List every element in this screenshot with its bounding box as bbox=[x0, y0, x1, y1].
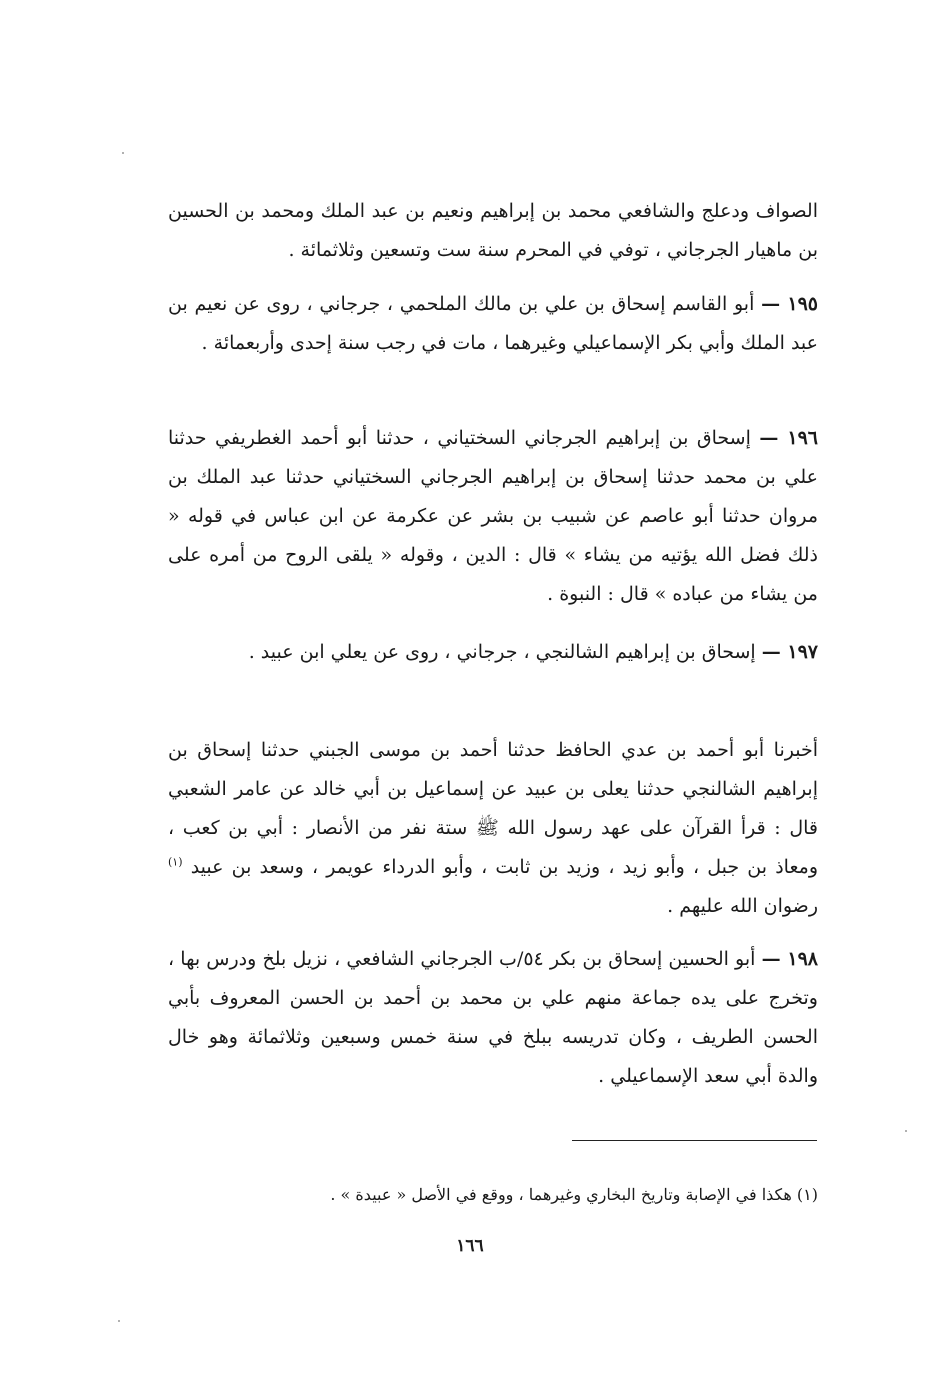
scan-speck bbox=[905, 1130, 907, 1132]
footnote-divider bbox=[572, 1140, 817, 1141]
paragraph-entry-197 bbox=[168, 633, 818, 672]
paragraph-text-end: رضوان الله عليهم . bbox=[667, 895, 818, 917]
page-number: ١٦٦ bbox=[456, 1236, 484, 1256]
entry-number: ١٩٥ — bbox=[761, 293, 818, 315]
paragraph-text: أبو الحسين إسحاق بن بكر ٥٤/ب الجرجاني الشافعي ، نزيل بلخ ودرس بها ، وتخرج على يده جماعة منهم علي بن محمد بن أحمد بن الحسن المعروف بأبي الحسن الطريف ، وكان تدريسه ببلخ في سنة خمس وسبعين وثلاثمائة وهو خال والدة أبي سعد الإسماعيلي . bbox=[168, 948, 818, 1087]
paragraph-continuation bbox=[168, 192, 818, 270]
paragraph-text: إسحاق بن إبراهيم الشالنجي ، جرجاني ، روى عن يعلي ابن عبيد . bbox=[248, 641, 756, 663]
scan-speck bbox=[122, 152, 124, 154]
entry-number: ١٩٧ — bbox=[761, 641, 818, 663]
paragraph-text: الصواف ودعلج والشافعي محمد بن إبراهيم ونعيم بن عبد الملك ومحمد بن الحسين بن ماهيار الجرجاني ، توفي في المحرم سنة ست وتسعين وثلاثمائة . bbox=[168, 200, 818, 261]
footnote-text: هكذا في الإصابة وتاريخ البخاري وغيرهما ، ووقع في الأصل « عبيدة » . bbox=[330, 1185, 792, 1204]
paragraph-entry-195 bbox=[168, 285, 818, 363]
entry-number: ١٩٨ — bbox=[761, 948, 818, 970]
footnote-marker: (١) bbox=[796, 1185, 818, 1204]
scan-speck bbox=[118, 1320, 120, 1322]
paragraph-entry-196 bbox=[168, 419, 818, 614]
paragraph-text: أبو القاسم إسحاق بن علي بن مالك الملحمي ، جرجاني ، روى عن نعيم بن عبد الملك وأبي بكر الإسماعيلي وغيرهما ، مات في رجب سنة إحدى وأربعمائة . bbox=[168, 293, 818, 354]
paragraph-hadith bbox=[168, 731, 818, 926]
paragraph-text: أخبرنا أبو أحمد بن عدي الحافظ حدثنا أحمد بن موسى الجبني حدثنا إسحاق بن إبراهيم الشالنجي حدثنا يعلى بن عبيد عن إسماعيل بن أبي خالد عن عامر الشعبي قال : قرأ القرآن على عهد رسول الله ﷺ ستة نفر من الأنصار : أبي بن كعب ، ومعاذ بن جبل ، وأبو زيد ، وزيد بن ثابت ، وأبو الدرداء عويمر ، وسعد بن عبيد bbox=[168, 739, 818, 878]
entry-number: ١٩٦ — bbox=[759, 427, 818, 449]
paragraph-text: إسحاق بن إبراهيم الجرجاني السختياني ، حدثنا أبو أحمد الغطريفي حدثنا علي بن محمد حدثنا إسحاق بن إبراهيم الجرجاني السختياني حدثنا عبد الملك بن مروان حدثنا أبو عاصم عن شبيب بن بشر عن عكرمة عن ابن عباس في قوله « ذلك فضل الله يؤتيه من يشاء » قال : الدين ، وقوله « يلقى الروح من أمره على من يشاء من عباده » قال : النبوة . bbox=[168, 427, 818, 605]
footnote bbox=[168, 1180, 818, 1210]
footnote-reference[interactable]: (١) bbox=[168, 855, 183, 869]
paragraph-entry-198 bbox=[168, 940, 818, 1096]
